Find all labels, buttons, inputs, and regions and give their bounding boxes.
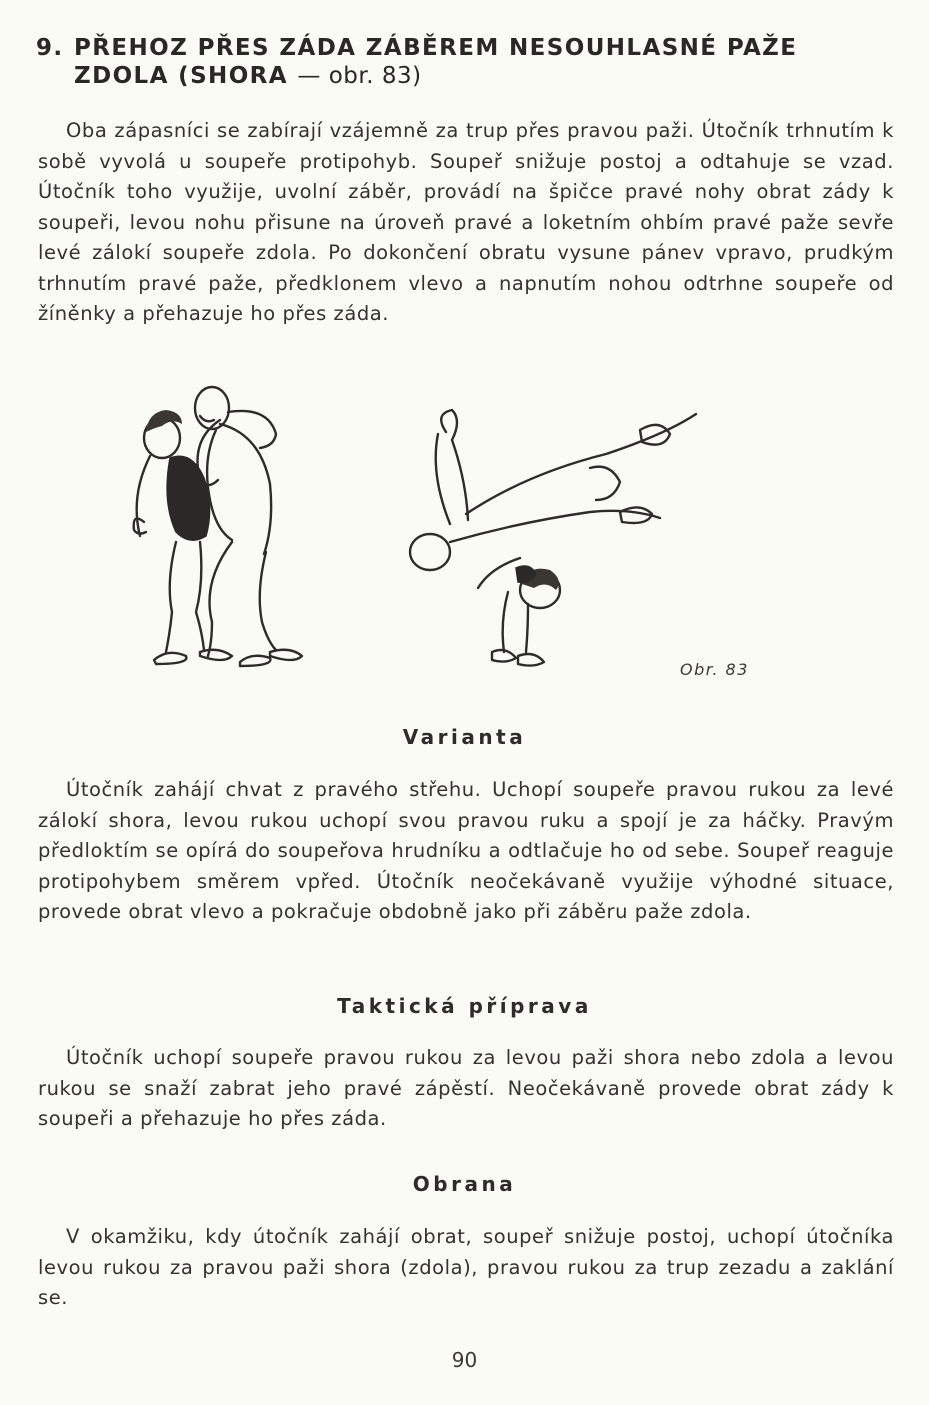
wrestlers-grip-drawing: [134, 387, 302, 666]
subheading-obrana: Obrana: [412, 1172, 517, 1196]
heading-figure-ref: — obr. 83): [297, 63, 422, 89]
section-heading: [36, 34, 896, 90]
heading-line-2: ZDOLA (SHORA: [74, 63, 288, 89]
intro-paragraph: Oba zápasníci se zabírají vzájemně za trup přes pravou paži. Útočník trhnutím k sobě vyvolá u soupeře protipohyb. Soupeř snižuje postoj a odtahuje se vzad. Útočník toho využije, uvolní záběr, provádí na špičce pravé nohy obrat zády k soupeři, levou nohu přisune na úroveň pravé a loketním ohbím pravé paže sevře levé zálokí soupeře zdola. Po dokončení obratu vysune pánev vpravo, prudkým trhnutím pravé paže, předklonem vlevo a napnutím nohou odtrhne soupeře od žíněnky a přehazuje ho přes záda.: [38, 119, 894, 325]
page-number: 90: [451, 1348, 478, 1372]
wrestlers-throw-drawing: [410, 410, 696, 666]
heading-line-1: PŘEHOZ PŘES ZÁDA ZÁBĚREM NESOUHLASNÉ PAŽE: [74, 35, 798, 61]
heading-number: 9.: [36, 35, 64, 61]
figure-caption: Obr. 83: [680, 660, 749, 679]
subheading-varianta: Varianta: [402, 725, 527, 749]
paragraph-takticka-priprava: Útočník uchopí soupeře pravou rukou za levou paži shora nebo zdola a levou rukou se snaží zabrat jeho pravé zápěstí. Neočekávaně provede obrat zády k soupeři a přehazuje ho přes záda.: [38, 1046, 894, 1130]
wrestling-illustration: [120, 372, 700, 682]
subheading-takticka-priprava: Taktická příprava: [337, 994, 592, 1018]
paragraph-obrana: V okamžiku, kdy útočník zahájí obrat, soupeř snižuje postoj, uchopí útočníka levou rukou za pravou paži shora (zdola), pravou rukou za trup zezadu a zaklání se.: [38, 1225, 894, 1309]
paragraph-varianta: Útočník zahájí chvat z pravého střehu. Uchopí soupeře pravou rukou za levé zálokí shora, levou rukou uchopí svou pravou ruku a spojí je za háčky. Pravým předloktím se opírá do soupeřova hrudníku a odtlačuje ho od sebe. Soupeř reaguje protipohybem směrem vpřed. Útočník neočekávaně využije výhodné situace, provede obrat vlevo a pokračuje obdobně jako při záběru paže zdola.: [38, 778, 894, 923]
